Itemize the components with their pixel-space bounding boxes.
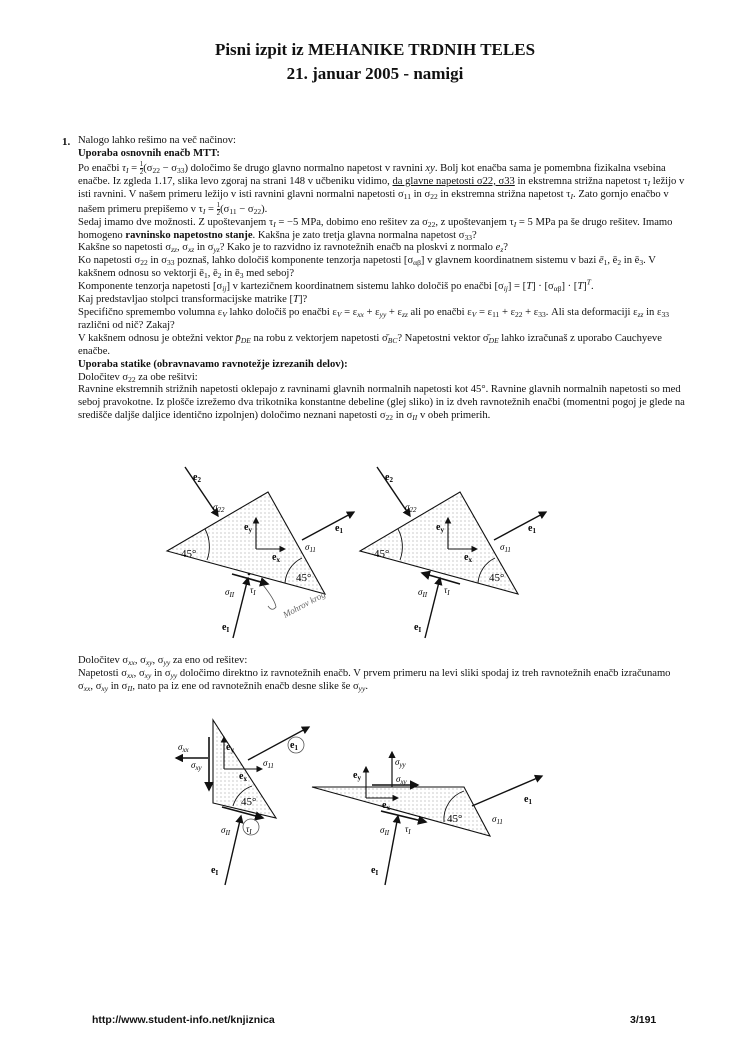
svg-text:45°: 45° — [489, 572, 505, 584]
svg-text:σ11: $\sigma_{11}$ — [500, 542, 511, 554]
svg-text:e2: $e_2$ — [385, 472, 393, 484]
svg-text:e1: $e_1$ — [290, 740, 298, 752]
svg-text:σxy: $\sigma_{xy}$ — [396, 774, 407, 786]
figure-triangle-right — [360, 467, 546, 638]
document-subtitle: 21. januar 2005 - namigi — [286, 64, 464, 83]
paragraph-sigma-xy-method: Napetosti $\sigma_{xx}$, $\sigma_{xy}$ in $\sigma_{yy}$ določimo direktno iz ravnotežnih enačb. V prvem primeru na levi sliki spodaj iz treh ravnotežnih enačb izračunamo $\sigma_{xx}$, $\sigma_{xy}$ in $\sigma_{II}$, nato pa iz ene od ravnotežnih enačb desne slike še $\sigma_{yy}$. — [78, 667, 671, 693]
svg-text:σyy: $\sigma_{yy}$ — [395, 757, 406, 769]
figures-top — [0, 455, 750, 645]
svg-text:σ11: $\sigma_{11}$ — [305, 542, 316, 554]
svg-text:eI: $e_I$ — [222, 622, 230, 634]
svg-text:ey: $e_y$ — [353, 770, 361, 782]
svg-text:τI: $\tau_I$ — [444, 585, 450, 597]
svg-text:e1: $e_1$ — [528, 523, 536, 535]
svg-text:ex: $e_x$ — [272, 552, 280, 564]
svg-text:eI: $e_I$ — [371, 865, 379, 877]
svg-text:45°: 45° — [241, 796, 257, 808]
underlined-phrase: da glavne napetosti σ22, σ33 — [392, 175, 515, 187]
svg-text:σII: $\sigma_{II}$ — [221, 825, 231, 837]
svg-text:ex: $e_x$ — [464, 552, 472, 564]
figures-bottom — [0, 715, 750, 895]
svg-text:σII: $\sigma_{II}$ — [380, 825, 390, 837]
paragraph-principal-stress: Po enačbi $\tau_I$ = $\frac{1}{2}$ $(\sigma_{22} - \sigma_{33})$ določimo še drugo glavno normalno napetost v ravnini xy. Bolj kot enačba sama je pomembna fizikalna vsebina enačbe. Iz zgleda 1.17, slika levo zgoraj na strani 148 v učbeniku vidimo, da glavne napetosti σ22, σ33 in ekstremna strižna napetost $\tau_I$ ležijo v isti ravnini. V našem primeru ležijo v isti ravnini glavni normalni napetosti $\sigma_{11}$ in $\sigma_{22}$ in ekstremna strižna napetost $\tau_I$. Zato gornjo enačbo v našem primeru prepišemo v $\tau_I$ = $\frac{1}{2}$ $(\sigma_{11} - \sigma_{22})$. — [78, 159, 685, 217]
intro-line: Nalogo lahko rešimo na več načinov: — [78, 135, 236, 146]
paragraph-cartesian-tensor: Komponente tenzorja napetosti $[\sigma_{ij}]$ v kartezičnem koordinatnem sistemu lahko določiš po enačbi $[\sigma_{ij}] = [T] \cdot [\sigma_{\alpha\beta}] \cdot [T]^T$. — [78, 277, 594, 294]
problem-number: 1. — [62, 136, 71, 148]
svg-text:σxy: $\sigma_{xy}$ — [191, 760, 202, 772]
svg-text:τI: $\tau_I$ — [250, 585, 256, 597]
paragraph-tensor-components: Ko napetosti $\sigma_{22}$ in $\sigma_{33}$ poznaš, lahko določiš komponente tenzorja napetosti $[\sigma_{\alpha\beta}]$ v glavnem koordinatnem sistemu v bazi $ē_1$, $ē_2$ in $ē_3$. V kakšnem odnosu so vektorji $ē_1$, $ē_2$ in $ē_3$ med seboj? — [78, 255, 656, 281]
svg-text:τI: $\tau_I$ — [405, 824, 411, 836]
svg-text:σ11: $\sigma_{11}$ — [492, 814, 503, 826]
svg-text:45°: 45° — [296, 572, 312, 584]
page-number: 3/191 — [630, 1014, 657, 1026]
svg-text:σ11: $\sigma_{11}$ — [263, 758, 274, 770]
handwritten-note: Mohrov krog — [281, 589, 328, 620]
svg-text:σ22: $\sigma_{22}$ — [213, 502, 225, 514]
svg-text:ex: $e_x$ — [239, 771, 247, 783]
svg-text:σII: $\sigma_{II}$ — [418, 587, 428, 599]
paragraph-stresses-z: Kakšne so napetosti $\sigma_{zz}$, $\sigma_{xz}$ in $\sigma_{yz}$? Kako je to razvidno iz ravnotežnih enačb na ploskvi z normalo $e_z$? — [78, 242, 508, 255]
section-heading-basic-equations: Uporaba osnovnih enačb MTT: — [78, 147, 220, 159]
svg-text:e2: $e_2$ — [193, 472, 201, 484]
paragraph-volume-change: Specifično spremembo volumna $\varepsilon_V$ lahko določiš po enačbi $\varepsilon_V = \varepsilon_{xx} + \varepsilon_{yy} + \varepsilon_{zz}$ ali po enačbi $\varepsilon_V = \varepsilon_{11} + \varepsilon_{22} + \varepsilon_{33}$. Ali sta deformaciji $\varepsilon_{zz}$ in $\varepsilon_{33}$ različni od nič? Zakaj? — [78, 306, 669, 331]
document-title: Pisni izpit iz MEHANIKE TRDNIH TELES — [214, 40, 536, 59]
svg-text:ey: $e_y$ — [244, 522, 252, 534]
svg-text:e1: $e_1$ — [524, 794, 532, 806]
svg-text:σxx: $\sigma_{xx}$ — [178, 742, 189, 754]
svg-text:σ22: $\sigma_{22}$ — [405, 502, 417, 514]
svg-text:ey: $e_y$ — [226, 742, 234, 754]
svg-text:45°: 45° — [374, 548, 390, 560]
svg-text:45°: 45° — [447, 813, 463, 825]
svg-text:ey: $e_y$ — [436, 522, 444, 534]
svg-text:σII: $\sigma_{II}$ — [225, 587, 235, 599]
problem-text-block — [78, 135, 688, 423]
paragraph-sigma-xy-heading: Določitev $\sigma_{xx}$, $\sigma_{xy}$, $\sigma_{yy}$ za eno od rešitev: — [78, 655, 248, 667]
svg-text:ex: $e_x$ — [382, 800, 390, 812]
figure-triangle-left — [167, 467, 354, 638]
footer-url-link[interactable]: http://www.student-info.net/knjiznica — [92, 1014, 275, 1026]
svg-text:eI: $e_I$ — [211, 865, 219, 877]
svg-text:e1: $e_1$ — [335, 523, 343, 535]
figure-bottom-right — [312, 752, 542, 885]
fraction-half: $\frac{1}{2}$ — [139, 159, 144, 176]
angle-label: 45° — [181, 548, 197, 560]
paragraph-load-vector: V kakšnem odnosu je obtežni vektor $p̄_{DE}$ na robu z vektorjem napetosti $\sigmā_{BC}$? Napetostni vektor $\sigmā_{DE}$ lahko izračunaš z uporabo Cauchyeve enačbe. — [78, 332, 662, 357]
paragraph-two-options: Sedaj imamo dve možnosti. Z upoštevanjem $\tau_I = -5$ MPa, dobimo eno rešitev za $\sigma_{22}$, z upoštevanjem $\tau_I = 5$ MPa pa še drugo rešitev. Imamo homogeno ravninsko napetostno stanje. Kakšna je zato tretja glavna normalna napetost $\sigma_{33}$? — [78, 216, 673, 242]
paragraph-extreme-shear-planes: Ravnine ekstremnih strižnih napetosti oklepajo z ravninami glavnih normalnih napetosti kot 45°. Ravnine glavnih normalnih napetosti so med seboj pravokotne. Iz plošče izrežemo dva trikotnika konstantne debeline (glej sliko) in iz dveh ravnotežnih enačbi (momentni pogoj je glede na središče daljše daljice identično izpolnjen) določimo neznani napetosti $\sigma_{22}$ in $\sigma_{II}$ v obeh primerih. — [78, 384, 685, 423]
figure-bottom-left — [176, 720, 309, 885]
svg-text:eI: $e_I$ — [414, 622, 422, 634]
problem-text-block-2 — [78, 655, 688, 694]
section-heading-statics: Uporaba statike (obravnavamo ravnotežje izrezanih delov): — [78, 358, 348, 370]
svg-text:τI: $\tau_I$ — [246, 824, 252, 836]
paragraph-sigma22: Določitev $\sigma_{22}$ za obe rešitvi: — [78, 371, 198, 384]
paragraph-transformation-matrix: Kaj predstavljao stolpci transformacijske matrike [T]? — [78, 294, 308, 306]
